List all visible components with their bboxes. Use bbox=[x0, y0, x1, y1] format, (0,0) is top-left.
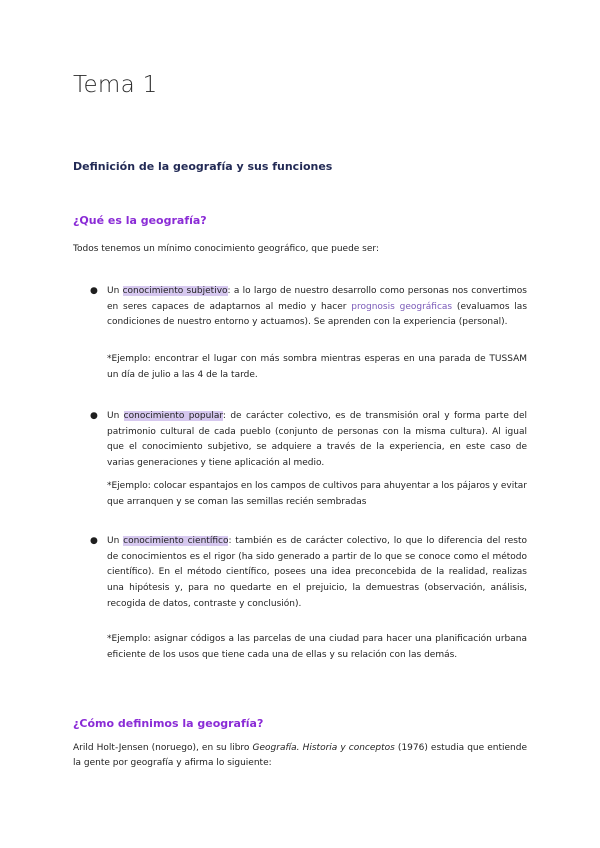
list-item-popular bbox=[107, 409, 527, 472]
highlighted-term: conocimiento popular bbox=[123, 411, 223, 421]
question-heading-what: ¿Qué es la geografía? bbox=[73, 214, 207, 227]
question-heading-how: ¿Cómo definimos la geografía? bbox=[73, 717, 264, 730]
book-title: Geografía. Historia y conceptos bbox=[252, 743, 395, 753]
paragraph-text-end: (1976) estudia que entiende la gente por geografía y afirma lo siguiente: bbox=[73, 743, 527, 768]
highlighted-term: conocimiento científico bbox=[123, 536, 229, 546]
example-popular: *Ejemplo: colocar espantajos en los campos de cultivos para ahuyentar a los pájaros y evitar que arranquen y se coman las semillas recién sembradas bbox=[107, 481, 527, 507]
item-text-end: (evaluamos las condiciones de nuestro entorno y actuamos). Se aprenden con la experiencia (personal). bbox=[107, 301, 528, 328]
section-heading: Definición de la geografía y sus funciones bbox=[73, 160, 333, 173]
highlighted-term: conocimiento subjetivo bbox=[122, 286, 228, 296]
item-text: : también es de carácter colectivo, lo que lo diferencia del resto de conocimientos es el rigor (ha sido generado a partir de lo que se conoce como el método científico). En el método científico, posees una idea preconcebida de la realidad, realizas una hipótesis y, para no quedarte en el prejuicio, la demuestras (observación, análisis, recogida de datos, contraste y conclusión). bbox=[107, 536, 527, 609]
item-prefix: Un bbox=[107, 286, 123, 296]
item-prefix: Un bbox=[107, 536, 124, 546]
bullet-icon: ● bbox=[90, 286, 98, 296]
list-item-subjective bbox=[107, 284, 527, 331]
paragraph-text: Arild Holt-Jensen (noruego), en su libro bbox=[73, 743, 253, 753]
intro-paragraph: Todos tenemos un mínimo conocimiento geográfico, que puede ser: bbox=[73, 244, 379, 254]
bullet-icon: ● bbox=[90, 536, 98, 546]
example-scientific: *Ejemplo: asignar códigos a las parcelas de una ciudad para hacer una planificación urbana eficiente de los usos que tiene cada una de ellas y su relación con las demás. bbox=[107, 634, 527, 660]
list-item-scientific bbox=[107, 534, 527, 613]
item-text: : a lo largo de nuestro desarrollo como personas nos convertimos en seres capaces de adaptarnos al medio y hacer bbox=[107, 286, 527, 312]
item-text: : de carácter colectivo, es de transmisión oral y forma parte del patrimonio cultural de cada pueblo (conjunto de personas con la misma cultura). Al igual que el conocimiento subjetivo, se adquiere a través de la experiencia, en este caso de varias generaciones y tiene aplicación al medio. bbox=[107, 411, 527, 469]
page-title: Tema 1 bbox=[73, 72, 158, 98]
example-subjective: *Ejemplo: encontrar el lugar con más sombra mientras esperas en una parada de TUSSAM un día de julio a las 4 de la tarde. bbox=[107, 354, 527, 380]
bullet-icon: ● bbox=[90, 411, 98, 421]
item-prefix: Un bbox=[107, 411, 124, 421]
prognosis-link[interactable]: prognosis geográficas bbox=[351, 301, 453, 312]
holt-jensen-paragraph bbox=[73, 741, 527, 771]
